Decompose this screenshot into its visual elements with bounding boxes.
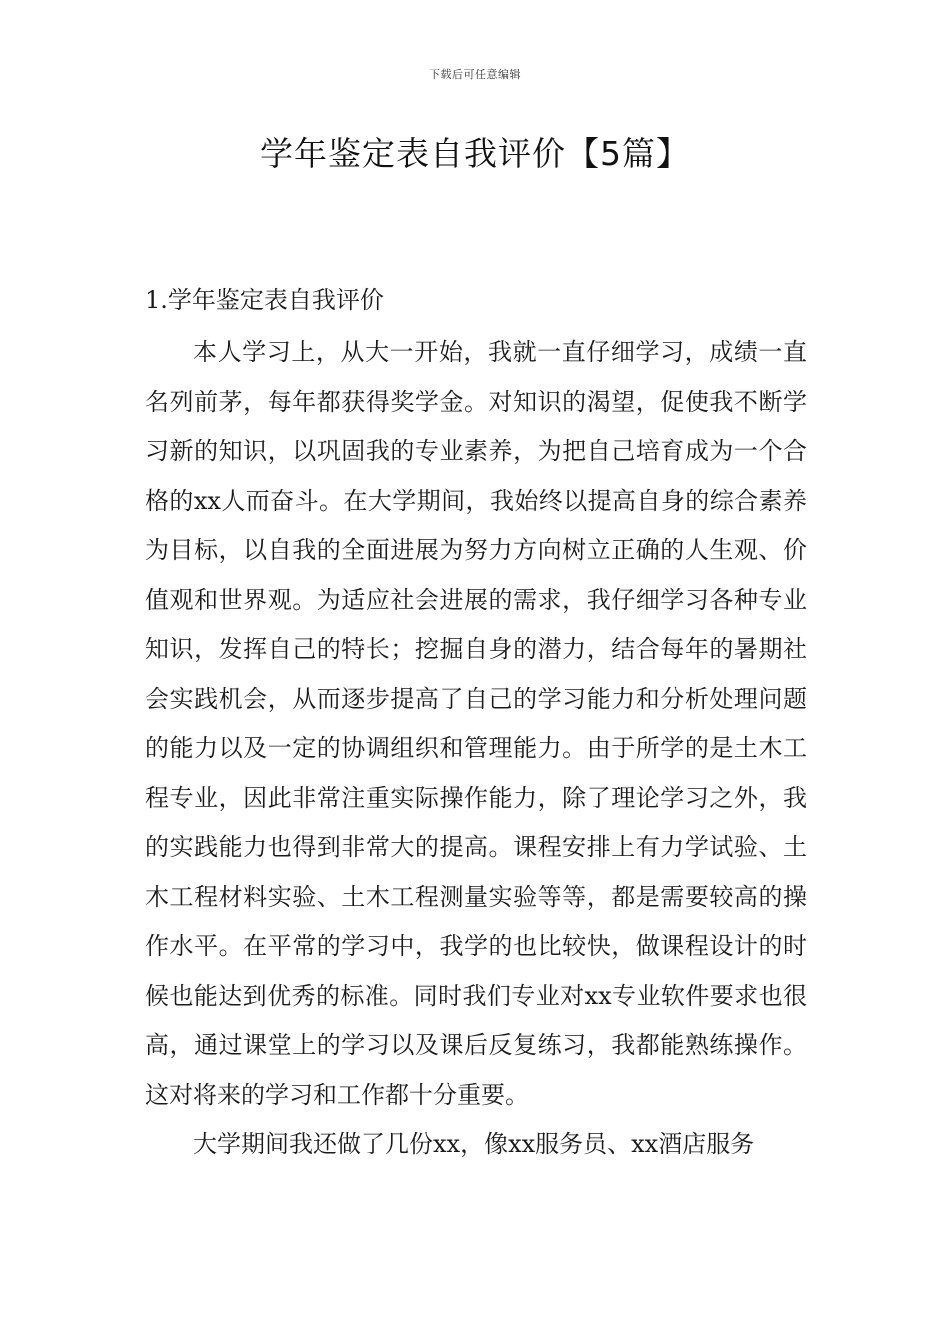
paragraph-2: 大学期间我还做了几份xx，像xx服务员、xx酒店服务 [193,1130,755,1158]
header-note: 下载后可任意编辑 [429,68,521,81]
section-heading: 1.学年鉴定表自我评价 [145,286,384,314]
paragraph-1: 本人学习上，从大一开始，我就一直仔细学习，成绩一直名列前茅，每年都获得奖学金。对知识的渴望，促使我不断学习新的知识，以巩固我的专业素养，为把自己培育成为一个合格的xx人而奋斗。在大学期间，我始终以提高自身的综合素养为目标，以自我的全面进展为努力方向树立正确的人生观、价值观和世界观。为适应社会进展的需求，我仔细学习各种专业知识，发挥自己的特长；挖掘自身的潜力，结合每年的暑期社会实践机会，从而逐步提高了自己的学习能力和分析处理问题的能力以及一定的协调组织和管理能力。由于所学的是土木工程专业，因此非常注重实际操作能力，除了理论学习之外，我的实践能力也得到非常大的提高。课程安排上有力学试验、土木工程材料实验、土木工程测量实验等等，都是需要较高的操作水平。在平常的学习中，我学的也比较快，做课程设计的时候也能达到优秀的标准。同时我们专业对xx专业软件要求也很高，通过课堂上的学习以及课后反复练习，我都能熟练操作。这对将来的学习和工作都十分重要。 [145,338,807,1109]
document-title: 学年鉴定表自我评价【5篇】 [260,134,690,173]
document-body [145,280,807,1170]
